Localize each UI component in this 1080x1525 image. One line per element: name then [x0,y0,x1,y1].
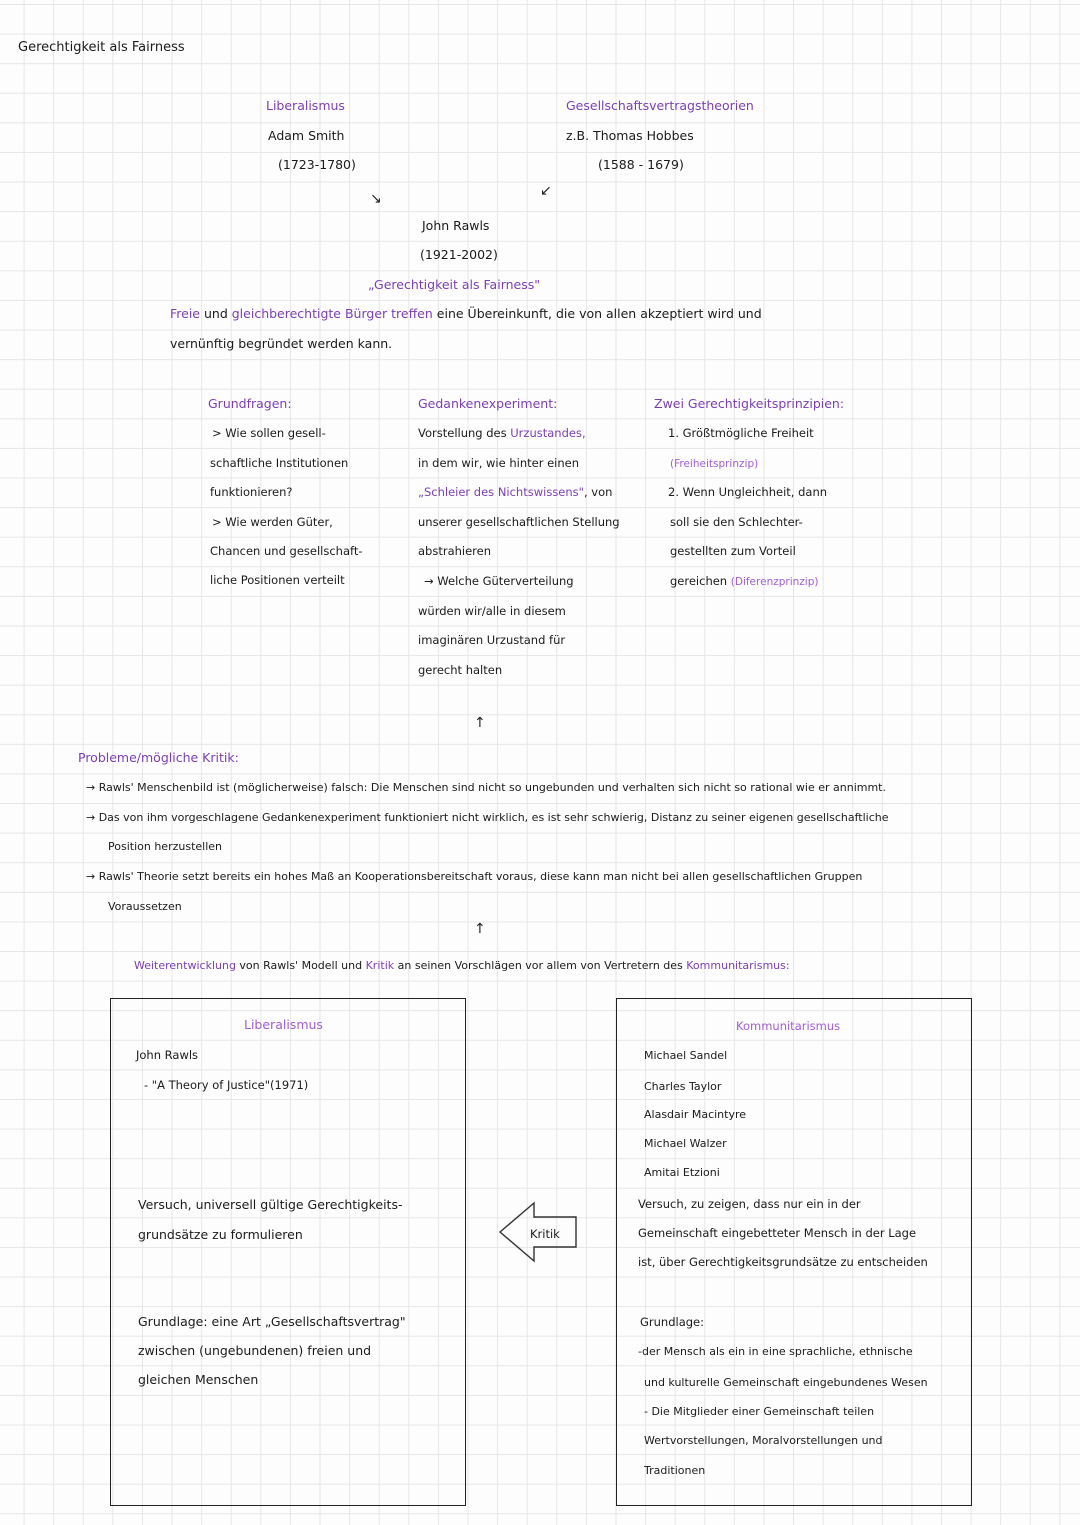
gedankenexperiment-line: unserer gesellschaftlichen Stellung [418,515,620,529]
top-right-heading: Gesellschaftsvertragstheorien [566,98,754,113]
prinzipien-line: soll sie den Schlechter- [670,515,803,529]
kommunitarismus-box [616,998,972,1506]
gedankenexperiment-line: gerecht halten [418,663,503,677]
kritik-bullet-cont: Position herzustellen [108,840,222,853]
prinzipien-line: gereichen (Diferenzprinzip) [670,574,819,588]
prinzipien-line: gestellten zum Vorteil [670,544,796,558]
grundfragen-line: funktionieren? [210,485,293,499]
top-left-years: (1723-1780) [278,157,356,172]
definition-line-1 [170,306,762,322]
right-box-grundlage-heading: Grundlage: [640,1315,705,1329]
right-box-grundlage: Traditionen [644,1464,706,1477]
definition-rest: eine Übereinkunft, die von allen akzeptiert wird und [436,306,762,321]
definition-line-2: vernünftig begründet werden kann. [170,336,393,351]
prinzipien-line: 1. Größtmögliche Freiheit [668,426,814,440]
gedankenexperiment-heading: Gedankenexperiment: [418,396,558,411]
gedankenexperiment-line: würden wir/alle in diesem [418,604,566,618]
kritik-bullet: → Rawls' Menschenbild ist (möglicherweise) falsch: Die Menschen sind nicht so ungebunden und verhalten sich nicht so rational wie er annimmt. [86,781,886,794]
liberalismus-box [110,998,466,1506]
kritik-heading: Probleme/mögliche Kritik: [78,750,239,765]
left-box-heading: Liberalismus [244,1017,323,1032]
left-box-versuch-2: grundsätze zu formulieren [138,1227,303,1242]
arrow-down-left-icon: ↙ [540,183,552,199]
grundfragen-line: > Wie sollen gesell- [212,426,326,440]
right-box-grundlage: und kulturelle Gemeinschaft eingebundenes Wesen [644,1376,928,1389]
right-box-versuch-1: Versuch, zu zeigen, dass nur ein in der [638,1197,861,1211]
center-title: „Gerechtigkeit als Fairness" [368,277,540,292]
grundfragen-line: > Wie werden Güter, [212,515,333,529]
right-box-name: Amitai Etzioni [644,1166,720,1179]
top-right-years: (1588 - 1679) [598,157,684,172]
left-box-name: John Rawls [136,1048,199,1062]
left-box-work: - "A Theory of Justice"(1971) [144,1078,309,1092]
gedankenexperiment-line: „Schleier des Nichtswissens", von [418,485,613,499]
weiterentwicklung-line: Weiterentwicklung von Rawls' Modell und Kritik an seinen Vorschlägen vor allem von Vertretern des Kommunitarismus: [134,959,790,972]
arrow-up-icon: ↑ [474,715,486,731]
grundfragen-heading: Grundfragen: [208,396,292,411]
center-name: John Rawls [422,218,490,233]
gedankenexperiment-line: imaginären Urzustand für [418,633,566,647]
gedankenexperiment-line: abstrahieren [418,544,492,558]
top-left-heading: Liberalismus [266,98,345,113]
right-box-name: Alasdair Macintyre [644,1108,747,1121]
top-left-name: Adam Smith [268,128,345,143]
gedankenexperiment-line: → Welche Güterverteilung [424,574,574,588]
kritik-bullet-cont: Voraussetzen [108,900,182,913]
top-right-name: z.B. Thomas Hobbes [566,128,694,143]
arrow-down-right-icon: ↘ [370,191,382,207]
grundfragen-line: schaftliche Institutionen [210,456,349,470]
prinzipien-line: 2. Wenn Ungleichheit, dann [668,485,828,499]
definition-buerger: gleichberechtigte Bürger treffen [231,306,433,321]
arrow-up-icon: ↑ [474,921,486,937]
right-box-grundlage: -der Mensch als ein in eine sprachliche, ethnische [638,1345,913,1358]
right-box-versuch-3: ist, über Gerechtigkeitsgrundsätze zu entscheiden [638,1255,928,1269]
gedankenexperiment-line: in dem wir, wie hinter einen [418,456,580,470]
right-box-grundlage: Wertvorstellungen, Moralvorstellungen und [644,1434,883,1447]
right-box-versuch-2: Gemeinschaft eingebetteter Mensch in der Lage [638,1226,917,1240]
kritik-arrow-label: Kritik [530,1227,560,1241]
definition-und: und [203,306,228,321]
right-box-heading: Kommunitarismus [736,1019,841,1033]
grundfragen-line: Chancen und gesellschaft- [210,544,363,558]
prinzipien-line: (Freiheitsprinzip) [670,458,759,470]
kritik-bullet: → Rawls' Theorie setzt bereits ein hohes Maß an Kooperationsbereitschaft voraus, diese kann man nicht bei allen gesellschaftlichen Gruppen [86,870,863,883]
kritik-bullet: → Das von ihm vorgeschlagene Gedankenexperiment funktioniert nicht wirklich, es ist sehr schwierig, Distanz zu seiner eigenen gesellschaftliche [86,811,889,824]
gedankenexperiment-line: Vorstellung des Urzustandes, [418,426,586,440]
left-box-grundlage-2: zwischen (ungebundenen) freien und [138,1343,372,1358]
definition-freie: Freie [170,306,200,321]
right-box-name: Michael Walzer [644,1137,727,1150]
left-box-grundlage-3: gleichen Menschen [138,1372,259,1387]
right-box-name: Charles Taylor [644,1080,722,1093]
prinzipien-heading: Zwei Gerechtigkeitsprinzipien: [654,396,845,411]
page-title: Gerechtigkeit als Fairness [18,40,185,55]
center-years: (1921-2002) [420,247,498,262]
right-box-name: Michael Sandel [644,1049,728,1062]
left-box-versuch-1: Versuch, universell gültige Gerechtigkeits- [138,1197,403,1212]
grundfragen-line: liche Positionen verteilt [210,573,345,587]
right-box-grundlage: - Die Mitglieder einer Gemeinschaft teilen [644,1405,875,1418]
left-box-grundlage-1: Grundlage: eine Art „Gesellschaftsvertrag" [138,1314,406,1329]
